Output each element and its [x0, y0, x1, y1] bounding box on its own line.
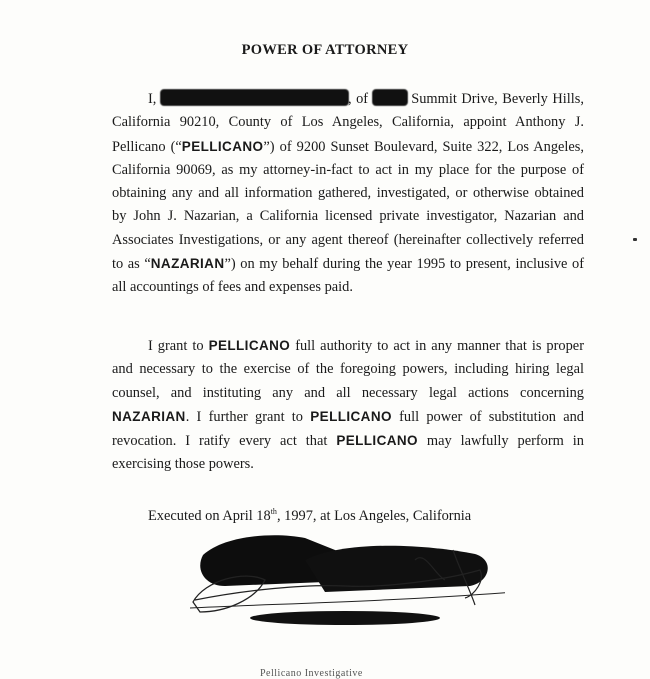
- paragraph-authority: [112, 334, 584, 477]
- redacted-street-number: [373, 90, 407, 105]
- text: I grant to: [148, 338, 209, 354]
- text: I,: [148, 91, 161, 107]
- bold-term: PELLICANO: [181, 138, 264, 154]
- text: may lawfully perform in exercising those powers.: [112, 433, 584, 473]
- document-title: POWER OF ATTORNEY: [241, 42, 409, 58]
- text: Summit Drive, Beverly Hills, California 90210, County of Los Angeles, California, appoint Anthony J. Pellicano (“: [112, 91, 584, 155]
- text: Executed on April 18: [148, 508, 271, 524]
- cut-off-footer-text: Pellicano Investigative: [260, 668, 363, 679]
- bold-term: PELLICANO: [310, 408, 392, 424]
- redacted-signature: [185, 520, 505, 630]
- bold-term: PELLICANO: [208, 338, 291, 353]
- superscript: th: [270, 507, 277, 516]
- redacted-name: [161, 90, 348, 105]
- text: ”) of 9200 Sunset Boulevard, Suite 322, Los Angeles, California 90069, as my attorney-in-fact to act in my place for the purpose of obtaining any and all information gathered, investigated, or otherwise obtained by John J. Nazarian, a California licensed private investigator, Nazarian and Associates Investigations, or any agent thereof (hereinafter collectively referred to as “: [112, 138, 585, 273]
- text: , 1997, at Los Angeles, California: [276, 508, 472, 524]
- paragraph-appointment: [112, 88, 584, 300]
- text: . I further grant to: [185, 408, 311, 425]
- scan-speck: [633, 238, 637, 241]
- bold-term: NAZARIAN: [112, 408, 186, 424]
- bold-term: PELLICANO: [336, 433, 418, 449]
- text: , of: [347, 91, 373, 107]
- text: full power of substitution and revocation. I ratify every act that: [112, 408, 585, 450]
- bold-term: NAZARIAN: [150, 256, 225, 272]
- text: ”) on my behalf during the year 1995 to present, inclusive of all accountings of fees and expenses paid.: [112, 256, 584, 296]
- text: full authority to act in any manner that is proper and necessary to the exercise of the foregoing powers, including hiring legal counsel, and instituting any and all necessary legal actions concerning: [112, 338, 584, 401]
